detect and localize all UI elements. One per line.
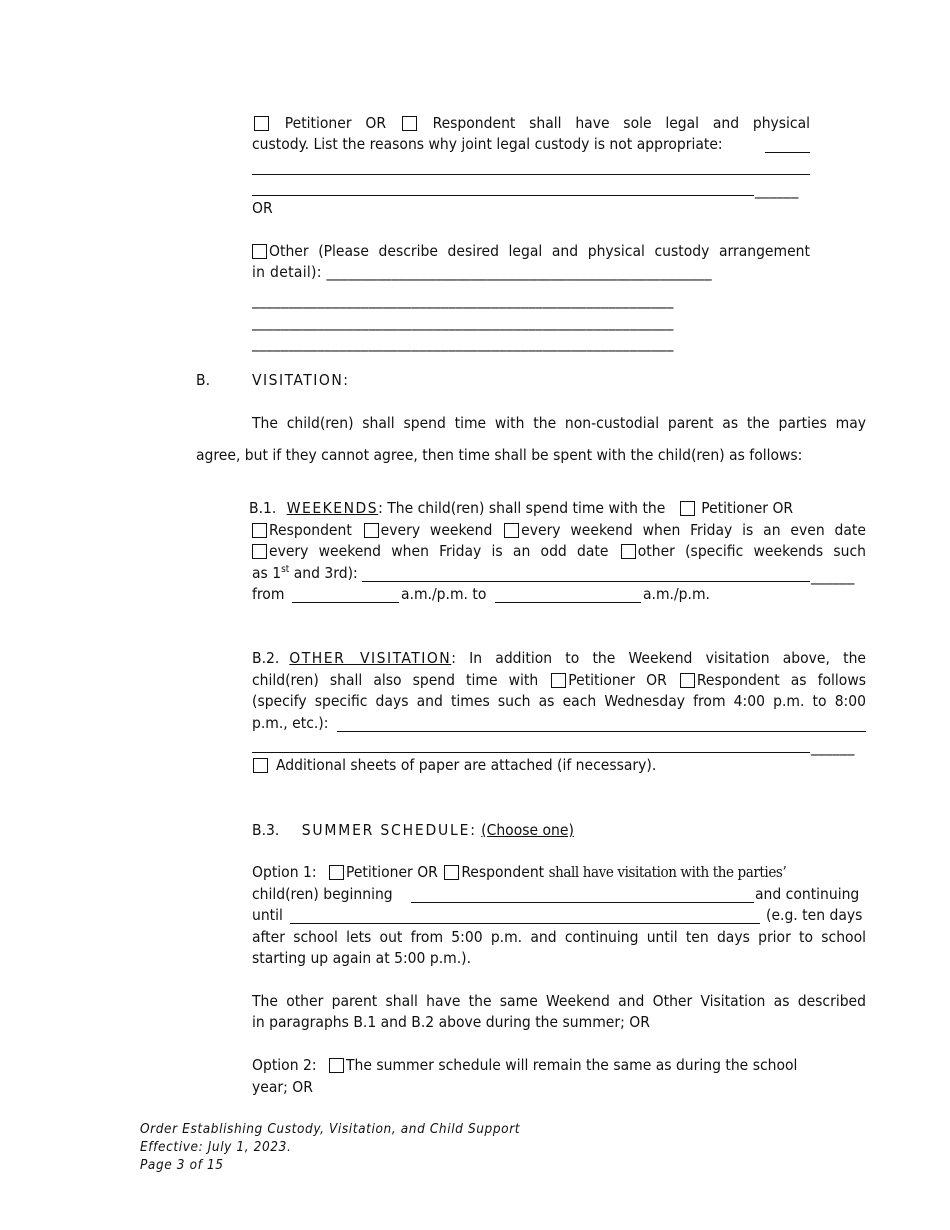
other-parent-line-2: in paragraphs B.1 and B.2 above during the summer; OR [252,1013,650,1031]
option-1-line-4: after school lets out from 5:00 p.m. and continuing until ten days prior to school [252,928,866,946]
footer-effective: Effective: July 1, 2023. [140,1139,292,1155]
b1-respondent-checkbox[interactable] [252,523,267,538]
b2-line-2 [252,670,866,690]
b1-ampm-to: a.m./p.m. to [401,585,487,603]
odd-date-checkbox[interactable] [252,544,267,559]
respondent-sole-checkbox[interactable] [402,116,417,131]
or-text: OR [252,199,273,217]
b1-from-label: from [252,585,285,603]
b1-line-3 [252,541,866,561]
b3-heading-line [252,820,574,840]
every-weekend-checkbox[interactable] [364,523,379,538]
b2-respondent-label: Respondent as follows [696,671,866,689]
b2-heading: OTHER VISITATION [289,649,452,667]
b1-respondent-label: Respondent [269,521,352,539]
other-weekends-checkbox[interactable] [621,544,636,559]
b1-petitioner-label: Petitioner OR [701,499,794,517]
petitioner-sole-checkbox[interactable] [254,116,269,131]
b2-number: B.2. [252,649,280,667]
even-date-checkbox[interactable] [504,523,519,538]
summer-until-blank[interactable] [290,923,760,924]
additional-sheets-label: Additional sheets of paper are attached (if necessary). [276,756,657,774]
b1-intro: : The child(ren) shall spend time with the [378,499,666,517]
other-custody-blank-2[interactable]: __________________________________________________________ [252,313,674,331]
weekends-specific-blank[interactable] [362,581,810,582]
b2-blank-tail: ______ [811,738,855,756]
b1-as-first: as 1 [252,564,282,582]
b1-heading: WEEKENDS [286,499,379,517]
b2-petitioner-label: Petitioner OR [568,671,667,689]
option-1-label: Option 1: [252,863,317,881]
b2-intro: : In addition to the Weekend visitation above, the [451,649,866,667]
other-custody-text: Other (Please describe desired legal and physical custody arrangement [269,242,810,260]
option-1-beginning: child(ren) beginning [252,885,393,903]
option-1-visitation-text: shall have visitation with the parties’ [548,863,787,881]
additional-sheets-line [252,755,656,775]
option-2-line-2: year; OR [252,1078,313,1096]
option-1-petitioner-label: Petitioner OR [345,863,438,881]
b3-choose-one: (Choose one) [481,821,574,839]
option-2-line-1 [252,1055,797,1075]
option-2-checkbox[interactable] [329,1058,344,1073]
section-b-title: VISITATION: [252,371,350,389]
option-1-until: until [252,906,283,924]
every-weekend-label: every weekend [380,521,493,539]
other-custody-line-1 [252,241,810,261]
visitation-para-line-1: The child(ren) shall spend time with the non-custodial parent as the parties may [252,414,866,432]
b1-ampm: a.m./p.m. [643,585,710,603]
b1-superscript: st [281,563,290,575]
b1-and-third: and 3rd): [289,564,358,582]
b1-line-1 [249,498,793,518]
reasons-blank-tail: ______ [755,181,799,199]
sole-custody-line-2: custody. List the reasons why joint legal custody is not appropriate: [252,135,723,153]
other-custody-blank-1[interactable]: __________________________________________________________ [252,291,674,309]
other-custody-blank-3[interactable]: __________________________________________________________ [252,334,674,352]
b1-line-2 [252,520,866,540]
other-parent-line-1: The other parent shall have the same Weekend and Other Visitation as described [252,992,866,1010]
visitation-para-line-2: agree, but if they cannot agree, then time shall be spent with the child(ren) as follows: [196,446,803,464]
section-b-letter: B. [196,371,210,389]
odd-date-label: every weekend when Friday is an odd date [269,542,609,560]
option-1-line-5: starting up again at 5:00 p.m.). [252,949,472,967]
other-weekends-label: other (specific weekends such [637,542,866,560]
sole-custody-text: Respondent shall have sole legal and physical [432,114,811,132]
b2-line-3: (specify specific days and times such as each Wednesday from 4:00 p.m. to 8:00 [252,692,866,710]
option-1-respondent-label: Respondent [461,863,545,881]
option-1-example: (e.g. ten days [766,906,863,924]
to-time-blank[interactable] [495,602,641,603]
option-1-respondent-checkbox[interactable] [444,865,459,880]
b3-number: B.3. [252,821,280,839]
b2-specify-blank-2[interactable] [252,752,810,753]
option-1-continuing: and continuing [755,885,860,903]
reasons-blank-3[interactable] [252,195,754,196]
from-time-blank[interactable] [292,602,399,603]
sole-custody-line-1 [252,113,810,133]
summer-begin-blank[interactable] [411,902,754,903]
additional-sheets-checkbox[interactable] [253,758,268,773]
b2-line-1 [252,648,866,668]
reasons-blank-1[interactable] [765,152,810,153]
footer-title: Order Establishing Custody, Visitation, and Child Support [140,1121,521,1137]
b1-petitioner-checkbox[interactable] [680,501,695,516]
b2-line-4: p.m., etc.): [252,714,329,732]
b2-petitioner-checkbox[interactable] [551,673,566,688]
b3-heading: SUMMER SCHEDULE: [301,821,477,839]
even-date-label: every weekend when Friday is an even date [521,521,866,539]
b2-spend-time: child(ren) shall also spend time with [252,671,539,689]
option-2-text: The summer schedule will remain the same as during the school [345,1056,798,1074]
footer-page: Page 3 of 15 [140,1157,224,1173]
b2-respondent-checkbox[interactable] [680,673,695,688]
reasons-blank-2[interactable] [252,174,810,175]
option-1-line-1 [252,862,786,882]
petitioner-label: Petitioner OR [284,114,387,132]
option-1-petitioner-checkbox[interactable] [329,865,344,880]
b2-specify-blank-1[interactable] [337,731,866,732]
b1-number: B.1. [249,499,277,517]
b1-line-4 [252,563,358,583]
other-custody-line-2[interactable]: in detail): _____________________________________________________ [252,263,712,281]
option-2-label: Option 2: [252,1056,317,1074]
other-custody-checkbox[interactable] [252,244,267,259]
weekends-blank-tail: ______ [811,567,855,585]
